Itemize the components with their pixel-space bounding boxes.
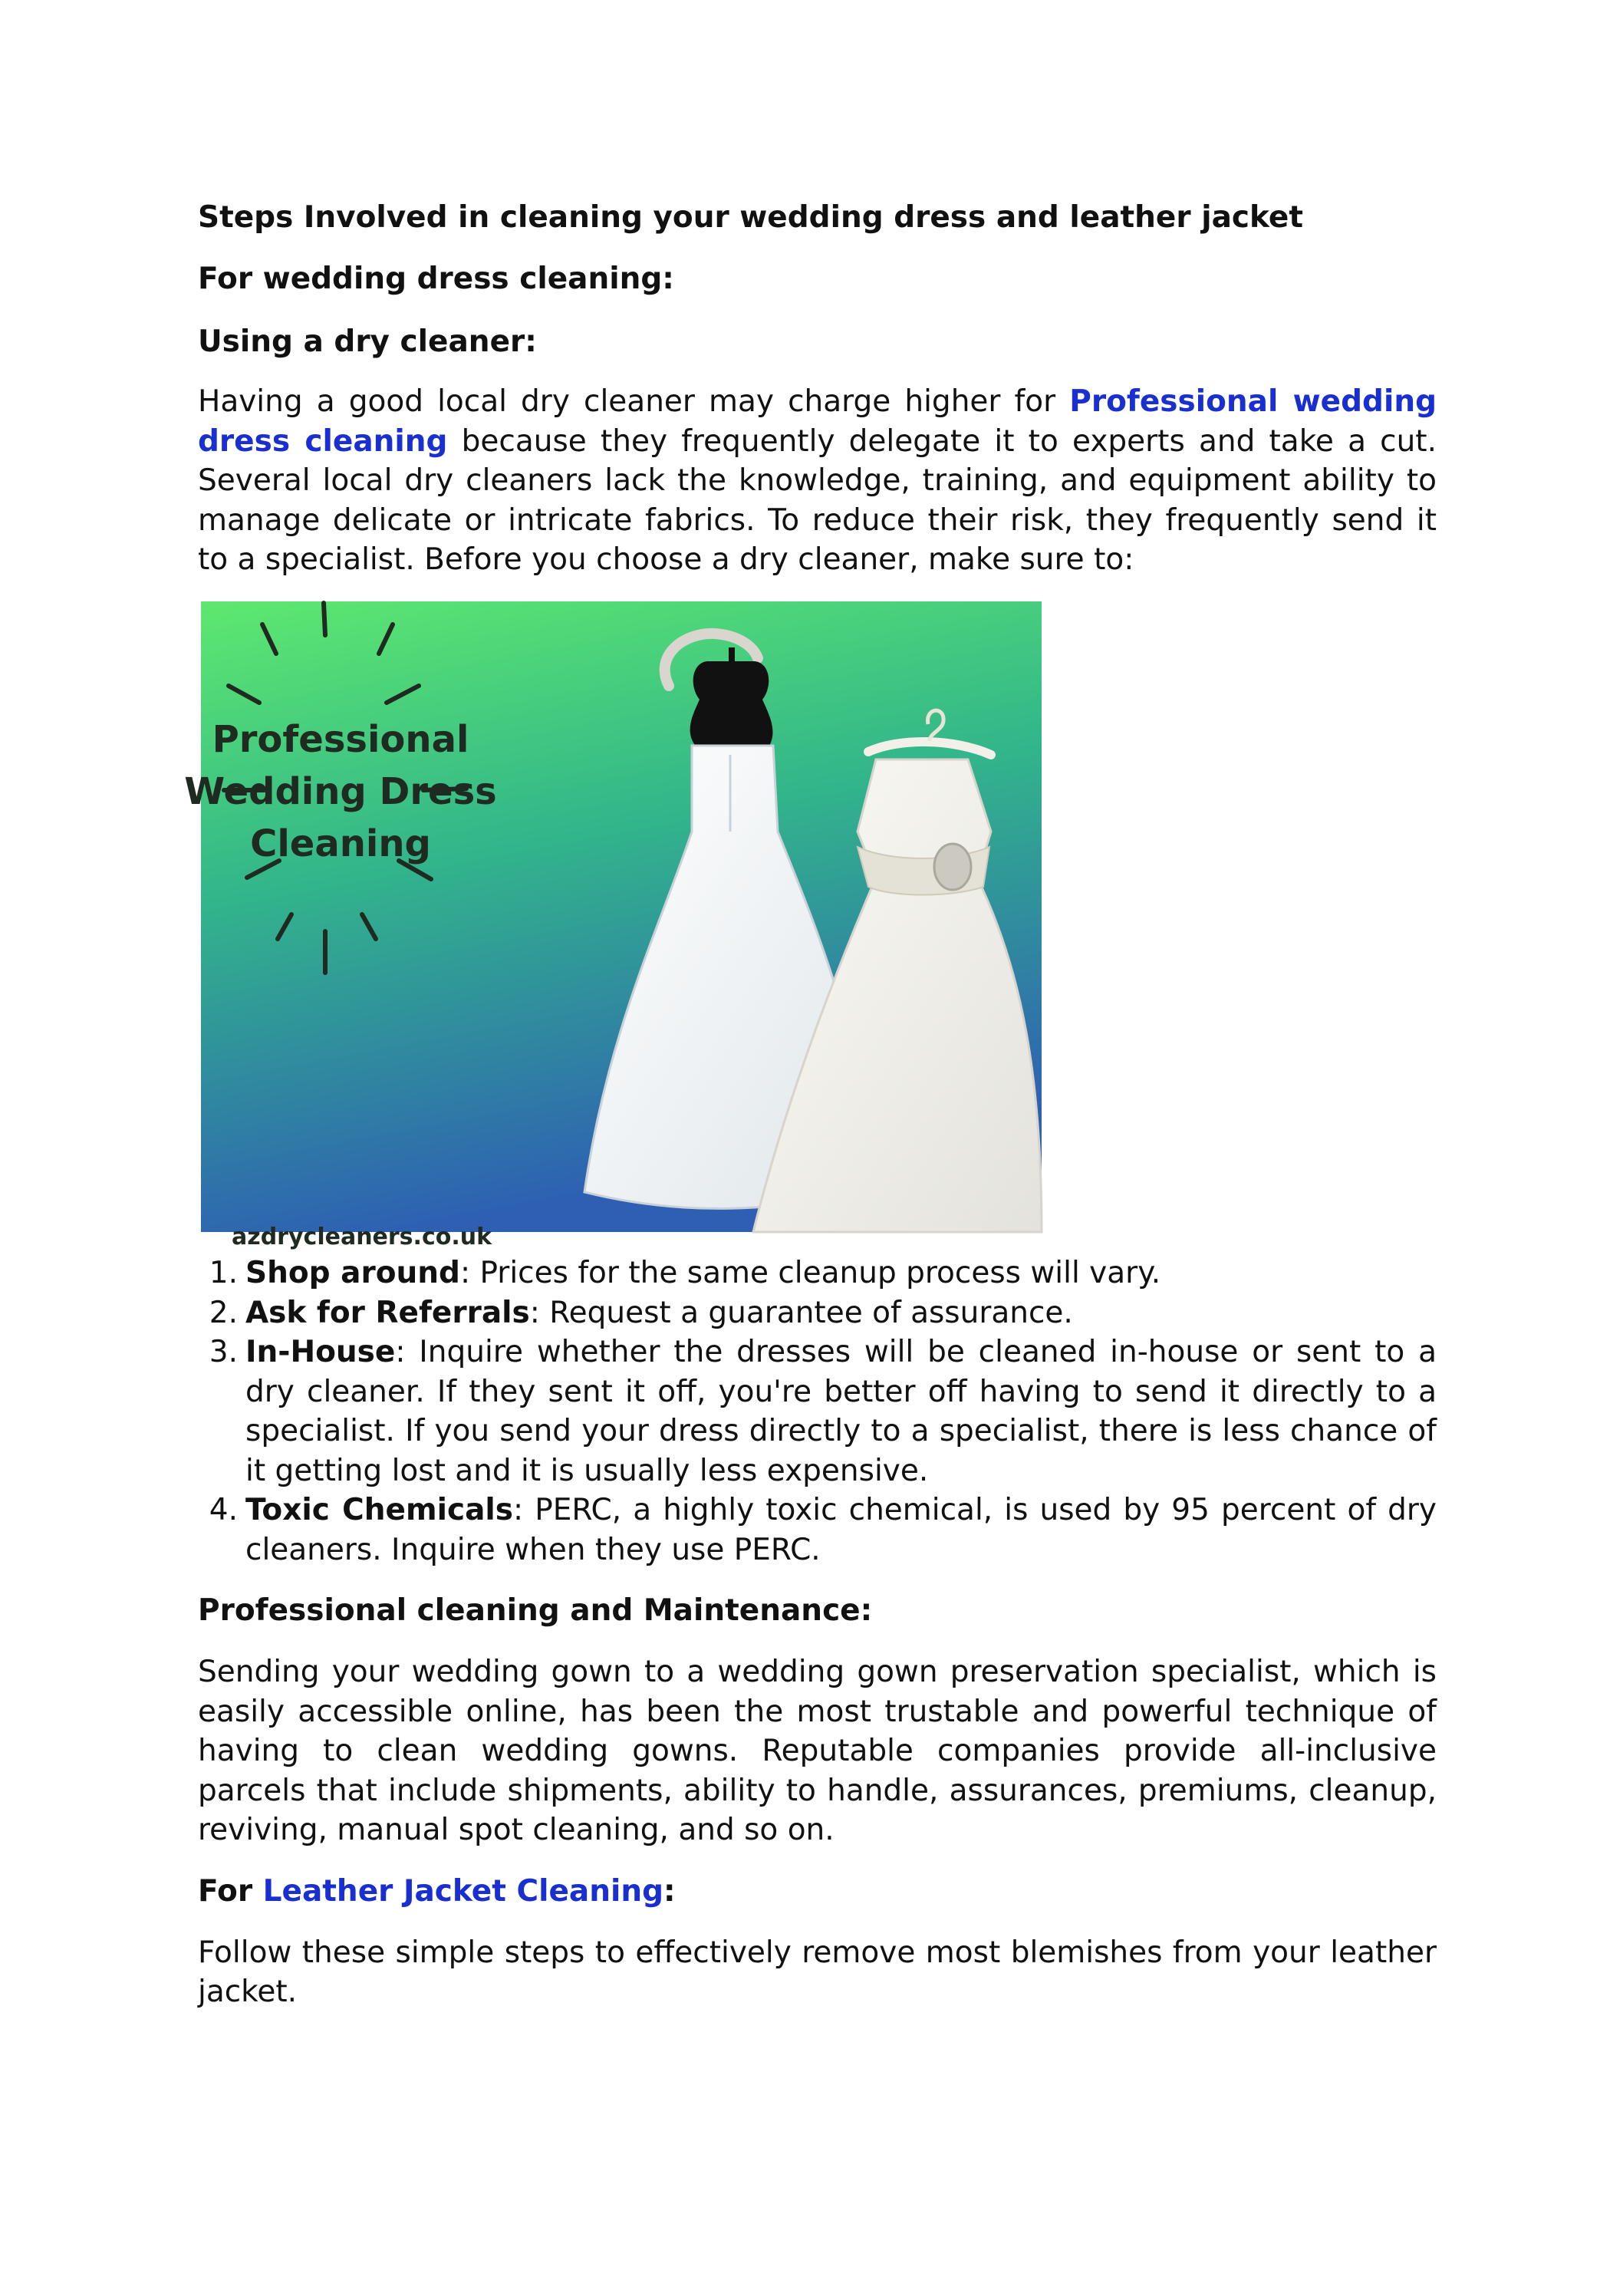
image-caption-line-3: Cleaning (250, 822, 431, 865)
list-text: : Inquire whether the dresses will be cleaned in-house or sent to a dry cleaner. If they sent it off, you're better off having to send it directly to a specialist. If you send your dress directly to a specialist, there is less chance of it getting lost and it is usually less expensive. (245, 1335, 1437, 1488)
list-term: Shop around (245, 1256, 460, 1290)
list-term: Ask for Referrals (245, 1295, 530, 1330)
list-term: In-House (245, 1335, 396, 1369)
paragraph-text: because they frequently delegate it to experts and take a cut. Several local dry cleaners lack the knowledge, training, and equipment ability to manage delicate or intricate fabrics. To reduce their risk, they frequently send it to a specialist. Before you choose a dry cleaner, make sure to: (198, 423, 1437, 577)
paragraph-leather: Follow these simple steps to effectively remove most blemishes from your leather jacket. (198, 1935, 1437, 2009)
list-item (209, 1332, 1437, 1491)
leather-jacket-cleaning-link[interactable]: Leather Jacket Cleaning (262, 1873, 664, 1909)
subheading-professional: Professional cleaning and Maintenance: (198, 1593, 873, 1628)
mannequin (690, 661, 773, 747)
list-number: 3. (209, 1335, 238, 1369)
section-heading-wedding: For wedding dress cleaning: (198, 262, 674, 296)
image-caption-line-2: Wedding Dress (184, 770, 497, 813)
list-text: : Prices for the same cleanup process will vary. (459, 1256, 1161, 1290)
image-caption-line-1: Professional (212, 718, 469, 761)
paragraph-dry-cleaner (198, 382, 1437, 580)
list-item (209, 1293, 1437, 1333)
list-number: 2. (209, 1295, 238, 1330)
list-item (209, 1491, 1437, 1570)
list-text: : Request a guarantee of assurance. (529, 1295, 1073, 1330)
list-number: 4. (209, 1493, 238, 1527)
list-number: 1. (209, 1256, 238, 1290)
document-body (198, 192, 1437, 580)
list-item (209, 1253, 1437, 1293)
document-body-lower (198, 1591, 1437, 2012)
list-term: Toxic Chemicals (245, 1493, 513, 1527)
heading-text: : (663, 1873, 676, 1909)
wedding-dress-cleaning-image (184, 601, 1042, 1250)
subheading-dry-cleaner: Using a dry cleaner: (198, 324, 537, 359)
section-heading-leather (198, 1872, 1437, 1912)
paragraph-professional: Sending your wedding gown to a wedding gown preservation specialist, which is easily accessible online, has been the most trustable and powerful technique of having to clean wedding gowns. Reputable companies provide all-inclusive parcels that include shipments, ability to handle, assurances, premiums, cleanup, reviving, manual spot cleaning, and so on. (198, 1655, 1437, 1847)
professional-wedding-dress-cleaning-link[interactable]: Professional wedding dress cleaning (198, 384, 1437, 459)
document-title: Steps Involved in cleaning your wedding dress and leather jacket (198, 200, 1303, 235)
list-text: : PERC, a highly toxic chemical, is used by 95 percent of dry cleaners. Inquire when they use PERC. (245, 1493, 1437, 1567)
brooch (934, 844, 971, 890)
paragraph-text: Having a good local dry cleaner may charge higher for (198, 384, 1070, 419)
image-watermark: azdrycleaners.co.uk (232, 1224, 492, 1250)
dry-cleaner-checklist (209, 1253, 1437, 1570)
heading-text: For (198, 1873, 263, 1909)
